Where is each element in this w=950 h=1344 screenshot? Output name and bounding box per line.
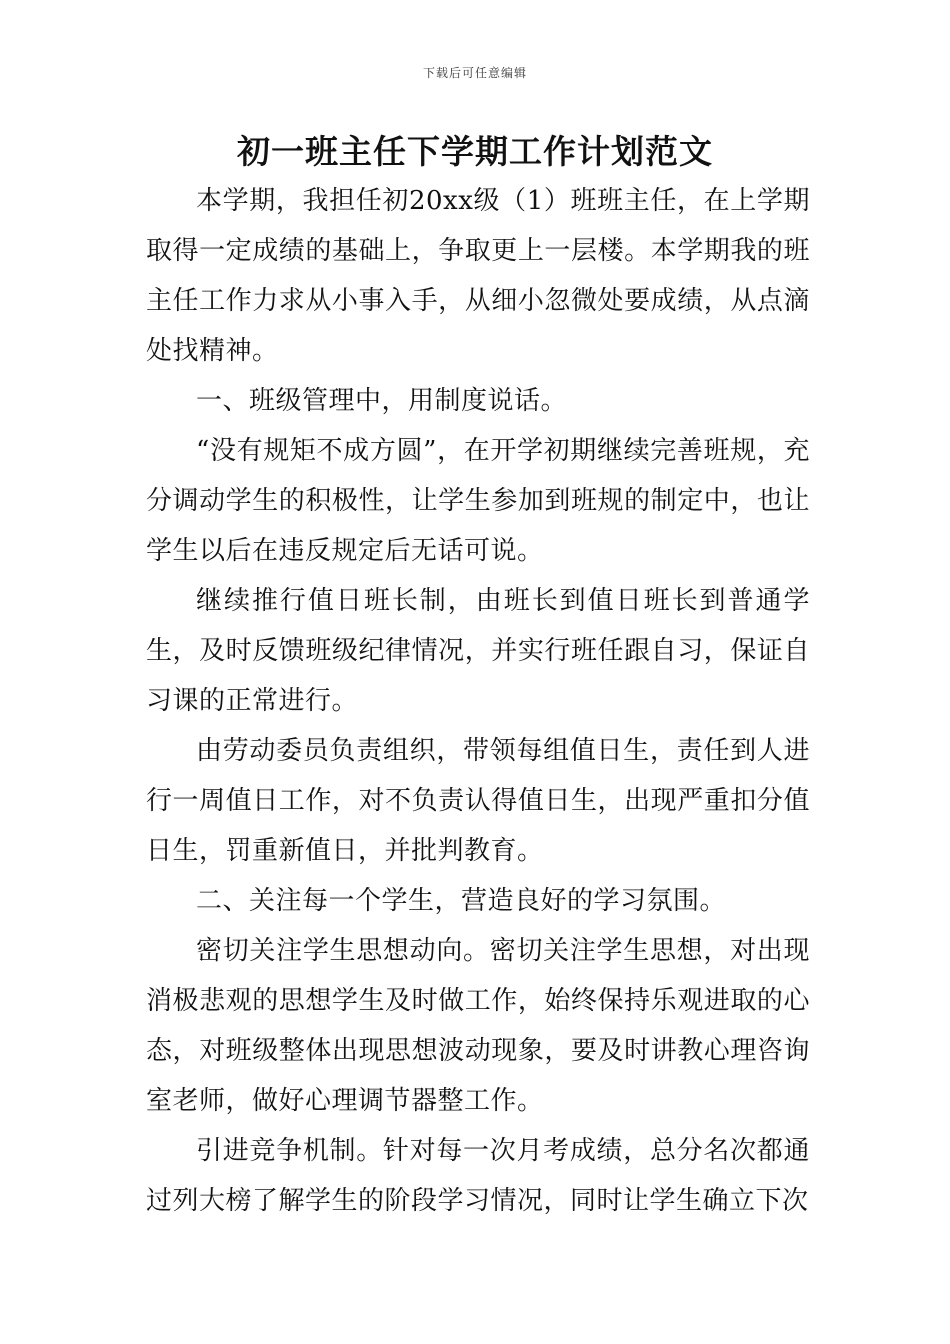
paragraph: 继续推行值日班长制，由班长到值日班长到普通学生，及时反馈班级纪律情况，并实行班任跟自习，保证自习课的正常进行。 <box>146 586 810 716</box>
paragraph: 密切关注学生思想动向。密切关注学生思想，对出现消极悲观的思想学生及时做工作，始终保持乐观进取的心态，对班级整体出现思想波动现象，要及时讲教心理咨询室老师，做好心理调节器整工作。 <box>146 936 810 1116</box>
document-title: 初一班主任下学期工作计划范文 <box>237 132 713 171</box>
header-note: 下载后可任意编辑 <box>422 66 527 80</box>
paragraph-intro: 本学期，我担任初20xx级（1）班班主任，在上学期取得一定成绩的基础上，争取更上一层楼。本学期我的班主任工作力求从小事入手，从细小忽微处要成绩，从点滴处找精神。 <box>146 186 810 366</box>
paragraph: 由劳动委员负责组织，带领每组值日生，责任到人进行一周值日工作，对不负责认得值日生，出现严重扣分值日生，罚重新值日，并批判教育。 <box>146 736 810 866</box>
section-heading-1: 一、班级管理中，用制度说话。 <box>196 386 568 416</box>
section-heading-2: 二、关注每一个学生，营造良好的学习氛围。 <box>196 886 727 916</box>
paragraph: 引进竞争机制。针对每一次月考成绩，总分名次都通过列大榜了解学生的阶段学习情况，同时让学生确立下次 <box>146 1136 810 1216</box>
document-body <box>146 176 810 1226</box>
paragraph: “没有规矩不成方圆”，在开学初期继续完善班规，充分调动学生的积极性，让学生参加到班规的制定中，也让学生以后在违反规定后无话可说。 <box>146 436 810 566</box>
